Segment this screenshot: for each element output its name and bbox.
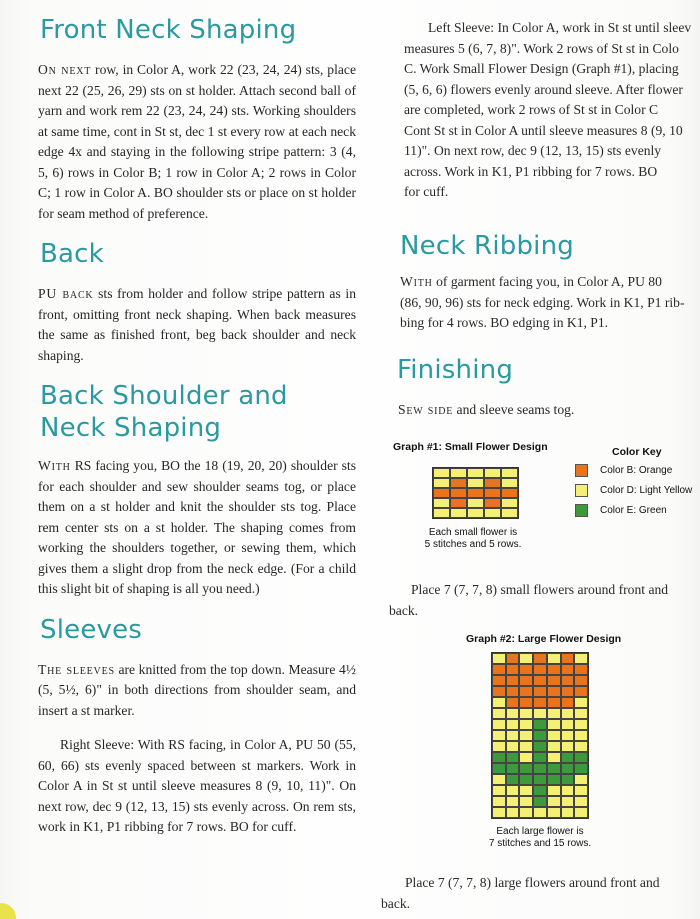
stitch-cell xyxy=(574,785,588,796)
section-back xyxy=(38,238,356,366)
left-sleeve-line: Cont St st in Color A until sleeve measures 8 (9, 10 xyxy=(404,122,683,138)
stitch-cell xyxy=(533,653,547,664)
left-sleeve-line: (5, 6, 6) flowers evenly around sleeve. After flower xyxy=(404,81,683,97)
stitch-cell xyxy=(519,664,533,675)
stitch-cell xyxy=(506,807,520,818)
heading-back-shoulder xyxy=(40,380,356,444)
stitch-cell xyxy=(561,774,575,785)
color-key-item xyxy=(575,464,672,477)
stitch-cell xyxy=(484,468,501,478)
left-sleeve-line: C. Work Small Flower Design (Graph #1), placing xyxy=(404,61,679,76)
stitch-cell xyxy=(506,763,520,774)
stitch-cell xyxy=(467,488,484,498)
stitch-cell xyxy=(561,686,575,697)
stitch-cell xyxy=(533,741,547,752)
stitch-cell xyxy=(433,498,450,508)
place-small-paragraph xyxy=(389,580,697,621)
finishing-paragraph xyxy=(398,400,574,421)
stitch-cell xyxy=(574,664,588,675)
stitch-cell xyxy=(506,664,520,675)
section-front-neck-shaping xyxy=(38,14,356,224)
left-sleeve-line: across. Work in K1, P1 ribbing for 7 rows. BO xyxy=(404,163,658,179)
stitch-cell xyxy=(547,752,561,763)
graph2-title: Graph #2: Large Flower Design xyxy=(466,633,622,645)
stitch-cell xyxy=(450,488,467,498)
stitch-cell xyxy=(506,697,520,708)
stitch-cell xyxy=(506,653,520,664)
stitch-cell xyxy=(547,796,561,807)
color-key-label: Color E: Green xyxy=(600,505,667,516)
stitch-cell xyxy=(519,653,533,664)
stitch-cell xyxy=(533,763,547,774)
graph2-caption xyxy=(460,826,620,850)
left-sleeve-block xyxy=(384,18,700,203)
place-small-line: Place 7 (7, 7, 8) small flowers around front and xyxy=(411,582,669,597)
stitch-cell xyxy=(519,686,533,697)
stitch-cell xyxy=(506,785,520,796)
stitch-cell xyxy=(492,697,506,708)
stitch-cell xyxy=(519,741,533,752)
stitch-cell xyxy=(547,708,561,719)
stitch-cell xyxy=(492,796,506,807)
stitch-cell xyxy=(506,708,520,719)
stitch-cell xyxy=(433,468,450,478)
stitch-cell xyxy=(574,708,588,719)
heading-back: Back xyxy=(40,239,104,269)
stitch-cell xyxy=(574,807,588,818)
color-key-label: Color B: Orange xyxy=(600,465,673,476)
stitch-cell xyxy=(574,719,588,730)
stitch-cell xyxy=(574,697,588,708)
graph1-caption xyxy=(393,527,553,551)
stitch-cell xyxy=(484,508,501,518)
color-key-label: Color D: Light Yellow xyxy=(600,485,693,496)
stitch-cell xyxy=(492,653,506,664)
stitch-cell xyxy=(492,719,506,730)
stitch-cell xyxy=(467,508,484,518)
caption-line: Each small flower is xyxy=(428,527,518,538)
stitch-cell xyxy=(467,468,484,478)
stitch-cell xyxy=(533,785,547,796)
right-sleeve-paragraph: Right Sleeve: With RS facing, in Color A, PU 50 (55, 60, 66) sts evenly spaced between st markers. Work in Color A in St st until sleeve measures 8 (9, 10, 11)". On next row, dec 9 (12, 13, 15) sts evenly across. On rem sts, work in K1, P1 ribbing for 7 rows. BO for cuff. xyxy=(38,737,356,834)
neck-ribbing-line: bing for 4 rows. BO edging in K1, P1. xyxy=(400,315,609,330)
stitch-cell xyxy=(492,741,506,752)
stitch-cell xyxy=(547,664,561,675)
large-flower-grid xyxy=(491,652,589,819)
small-flower-grid xyxy=(432,467,519,519)
stitch-cell xyxy=(492,664,506,675)
stitch-cell xyxy=(519,708,533,719)
stitch-cell xyxy=(533,719,547,730)
stitch-cell xyxy=(506,675,520,686)
stitch-cell xyxy=(561,675,575,686)
stitch-cell xyxy=(574,730,588,741)
right-column xyxy=(384,18,700,203)
left-sleeve-line: are completed, work 2 rows of St st in Color C xyxy=(404,102,659,117)
stitch-cell xyxy=(492,730,506,741)
heading-finishing: Finishing xyxy=(397,355,514,385)
stitch-cell xyxy=(492,763,506,774)
neck-ribbing-paragraph xyxy=(400,272,700,334)
stitch-cell xyxy=(492,807,506,818)
stitch-cell xyxy=(506,730,520,741)
front-neck-paragraph xyxy=(38,60,356,224)
stitch-cell xyxy=(547,675,561,686)
left-sleeve-line: 11)". On next row, dec 9 (12, 13, 15) sts evenly xyxy=(404,143,662,158)
neck-ribbing-line-rest: of garment facing you, in Color A, PU 80 xyxy=(432,274,662,289)
front-neck-text: row, in Color A, work 22 (23, 24, 24) sts, place next 22 (25, 26, 29) sts on st holder. Attach second ball of yarn and work rem 22 (23, 24, 24) sts. Working shoulders at same time, cont in St st, dec 1 st every row at each neck edge 4x and staying in the following stripe pattern: 3 (4, 5, 6) rows in Color B; 1 row in Color A; 2 rows in Color C; 1 row in Color A. BO shoulder sts or place on st holder for seam method of preference. xyxy=(38,62,356,221)
place-large-line: Place 7 (7, 7, 8) large flowers around front and xyxy=(405,875,660,890)
stitch-cell xyxy=(547,653,561,664)
stitch-cell xyxy=(533,686,547,697)
lead-in: Sew side xyxy=(398,402,454,417)
stitch-cell xyxy=(547,741,561,752)
stitch-cell xyxy=(533,730,547,741)
stitch-cell xyxy=(450,468,467,478)
stitch-cell xyxy=(519,730,533,741)
stitch-cell xyxy=(533,664,547,675)
light-yellow-swatch xyxy=(575,484,588,497)
place-large-line: back. xyxy=(381,895,411,911)
stitch-cell xyxy=(547,763,561,774)
stitch-cell xyxy=(450,478,467,488)
stitch-cell xyxy=(533,796,547,807)
stitch-cell xyxy=(574,752,588,763)
stitch-cell xyxy=(561,796,575,807)
stitch-cell xyxy=(450,508,467,518)
stitch-cell xyxy=(561,719,575,730)
stitch-cell xyxy=(533,752,547,763)
stitch-cell xyxy=(519,807,533,818)
stitch-cell xyxy=(506,774,520,785)
place-small-line: back. xyxy=(389,602,419,618)
stitch-cell xyxy=(561,785,575,796)
stitch-cell xyxy=(501,478,518,488)
caption-line: 5 stitches and 5 rows. xyxy=(424,539,522,550)
stitch-cell xyxy=(561,708,575,719)
stitch-cell xyxy=(492,686,506,697)
stitch-cell xyxy=(574,796,588,807)
stitch-cell xyxy=(574,686,588,697)
stitch-cell xyxy=(492,774,506,785)
stitch-cell xyxy=(506,752,520,763)
back-text: sts from holder and follow stripe pattern as in front, omitting front neck shaping. When back measures the same as finished front, beg back shoulder and neck shaping. xyxy=(38,286,356,363)
section-back-shoulder xyxy=(38,380,356,600)
green-swatch xyxy=(575,504,588,517)
stitch-cell xyxy=(519,752,533,763)
neck-ribbing-line xyxy=(400,272,700,293)
lead-in: With xyxy=(38,458,71,473)
heading-line-1: Back Shoulder and xyxy=(40,381,288,411)
left-sleeve-line: for cuff. xyxy=(404,184,449,199)
stitch-cell xyxy=(506,686,520,697)
heading-neck-ribbing: Neck Ribbing xyxy=(400,231,574,261)
stitch-cell xyxy=(574,675,588,686)
caption-line: Each large flower is xyxy=(496,826,584,837)
stitch-cell xyxy=(501,468,518,478)
orange-swatch xyxy=(575,464,588,477)
stitch-cell xyxy=(501,508,518,518)
stitch-cell xyxy=(561,752,575,763)
stitch-cell xyxy=(561,763,575,774)
stitch-cell xyxy=(561,741,575,752)
stitch-cell xyxy=(433,478,450,488)
color-key-item xyxy=(575,484,692,497)
stitch-cell xyxy=(519,774,533,785)
back-paragraph xyxy=(38,284,356,366)
stitch-cell xyxy=(492,752,506,763)
stitch-cell xyxy=(547,785,561,796)
page-corner-decoration xyxy=(0,903,16,919)
stitch-cell xyxy=(519,785,533,796)
lead-in: On next xyxy=(38,62,92,77)
stitch-cell xyxy=(574,741,588,752)
stitch-cell xyxy=(501,488,518,498)
stitch-cell xyxy=(561,653,575,664)
stitch-cell xyxy=(484,478,501,488)
finishing-text: and sleeve seams tog. xyxy=(456,402,575,417)
stitch-cell xyxy=(501,498,518,508)
stitch-cell xyxy=(506,719,520,730)
stitch-cell xyxy=(519,796,533,807)
stitch-cell xyxy=(574,653,588,664)
stitch-cell xyxy=(506,741,520,752)
left-sleeve-line: measures 5 (6, 7, 8)". Work 2 rows of St st in Colo xyxy=(404,40,679,56)
stitch-cell xyxy=(450,498,467,508)
caption-line: 7 stitches and 15 rows. xyxy=(488,838,592,849)
sleeves-paragraph xyxy=(38,660,356,722)
stitch-cell xyxy=(433,488,450,498)
graph1-title: Graph #1: Small Flower Design xyxy=(393,441,548,453)
stitch-cell xyxy=(547,686,561,697)
heading-front-neck-shaping: Front Neck Shaping xyxy=(40,15,297,45)
stitch-cell xyxy=(533,774,547,785)
stitch-cell xyxy=(533,708,547,719)
stitch-cell xyxy=(547,697,561,708)
section-sleeves xyxy=(38,614,356,838)
back-shoulder-paragraph xyxy=(38,456,356,600)
stitch-cell xyxy=(484,498,501,508)
stitch-cell xyxy=(561,807,575,818)
stitch-cell xyxy=(492,708,506,719)
stitch-cell xyxy=(519,763,533,774)
stitch-cell xyxy=(467,478,484,488)
neck-ribbing-line: (86, 90, 96) sts for neck edging. Work in K1, P1 rib- xyxy=(400,294,685,310)
stitch-cell xyxy=(533,807,547,818)
back-shoulder-text: RS facing you, BO the 18 (19, 20, 20) shoulder sts for each shoulder and sew shoulder seams tog, or place them on a st holder and knit the shoulder sts tog. Place rem center sts on a st holder. The shaping comes from working the shoulders together, or sewing them, which gives them a slight drop from the neck edge. (For a child this slight bit of shaping is all you need.) xyxy=(38,458,356,596)
stitch-cell xyxy=(533,675,547,686)
stitch-cell xyxy=(506,796,520,807)
color-key-title: Color Key xyxy=(612,446,662,458)
stitch-cell xyxy=(547,730,561,741)
stitch-cell xyxy=(519,719,533,730)
stitch-cell xyxy=(561,697,575,708)
heading-line-2: Neck Shaping xyxy=(40,413,222,443)
stitch-cell xyxy=(561,664,575,675)
stitch-cell xyxy=(492,785,506,796)
stitch-cell xyxy=(574,763,588,774)
lead-in: PU back xyxy=(38,286,94,301)
left-sleeve-line: Left Sleeve: In Color A, work in St st until sleev xyxy=(428,20,692,35)
stitch-cell xyxy=(561,730,575,741)
stitch-cell xyxy=(433,508,450,518)
sleeves-text: are knitted from the top down. Measure 4½ (5, 5½, 6)" in both directions from shoulder seam, and insert a st marker. xyxy=(38,661,356,718)
stitch-cell xyxy=(467,498,484,508)
stitch-cell xyxy=(484,488,501,498)
stitch-cell xyxy=(547,719,561,730)
lead-in: With xyxy=(400,274,433,289)
place-large-paragraph xyxy=(381,873,697,914)
stitch-cell xyxy=(547,807,561,818)
left-column xyxy=(38,14,356,838)
stitch-cell xyxy=(492,675,506,686)
stitch-cell xyxy=(574,774,588,785)
heading-sleeves: Sleeves xyxy=(40,614,143,645)
color-key-item xyxy=(575,504,667,517)
stitch-cell xyxy=(519,675,533,686)
stitch-cell xyxy=(533,697,547,708)
stitch-cell xyxy=(519,697,533,708)
stitch-cell xyxy=(547,774,561,785)
lead-in: The sleeves xyxy=(38,661,115,677)
